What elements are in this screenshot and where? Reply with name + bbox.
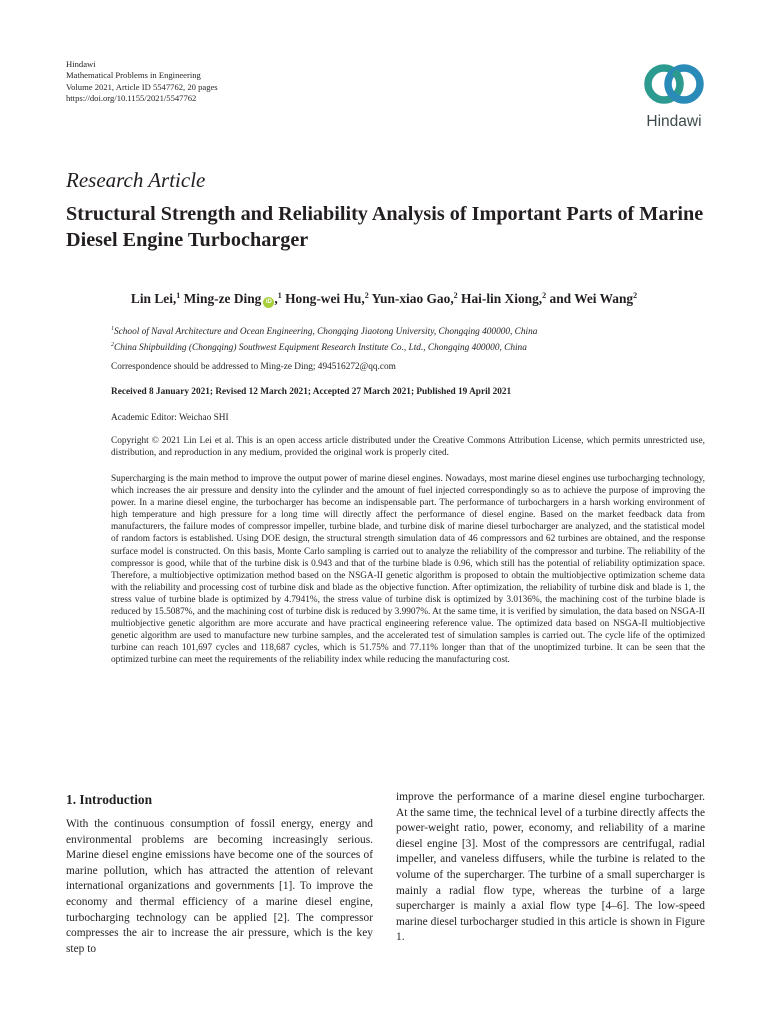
author-name[interactable]: Hai-lin Xiong, bbox=[461, 291, 543, 306]
affiliations bbox=[111, 323, 537, 355]
author-name[interactable]: Ming-ze Ding bbox=[183, 291, 262, 306]
intro-right-column: improve the performance of a marine diesel engine turbocharger. At the same time, the technical level of a turbine directly affects the power-weight ratio, power, economy, and reliability of a marine diesel engine [3]. Most of the compressors are centrifugal, radial impeller, and vaneless diffusers, while the turbine is related to the volume of the supercharger. The turbine of a small supercharger is mainly a radial flow type, whereas the turbine of a large supercharger is mainly a axial flow type [4–6]. The low-speed marine diesel turbocharger studied in this article is shown in Figure 1. bbox=[396, 791, 705, 944]
author-affil-sup: 1 bbox=[277, 291, 282, 300]
article-type: Research Article bbox=[66, 168, 206, 192]
affiliation bbox=[111, 323, 537, 339]
author-affil-sup: 2 bbox=[542, 291, 547, 300]
volume-info: Volume 2021, Article ID 5547762, 20 pages bbox=[66, 81, 218, 92]
orcid-icon[interactable]: iD bbox=[263, 297, 274, 308]
author-name[interactable]: Lin Lei, bbox=[130, 291, 177, 306]
author-list: Lin Lei,$^1$ Ming-ze Ding iD ,$^1$ Hong-wei Hu,$^2$ Yun-xiao Gao,$^2$ Hai-lin Xiong,$^2$ and Wei Wang$^2$ bbox=[130, 291, 638, 306]
academic-editor: Academic Editor: Weichao SHI bbox=[111, 413, 229, 423]
author-name[interactable]: and Wei Wang bbox=[549, 291, 634, 306]
journal-meta bbox=[66, 59, 218, 105]
publisher-name: Hindawi bbox=[66, 59, 96, 69]
author-affil-sup: 2 bbox=[633, 291, 638, 300]
hindawi-logo-icon bbox=[640, 58, 708, 110]
article-title: Structural Strength and Reliability Analysis of Important Parts of Marine Diesel Engine Turbocharger bbox=[66, 203, 704, 251]
affiliation-sup: 1 bbox=[111, 326, 114, 332]
author-name[interactable]: Hong-wei Hu, bbox=[285, 291, 365, 306]
doi-link[interactable]: https://doi.org/10.1155/2021/5547762 bbox=[66, 93, 197, 104]
correspondence: Correspondence should be addressed to Ming-ze Ding; 494516272@qq.com bbox=[111, 362, 396, 372]
author-name[interactable]: Yun-xiao Gao, bbox=[371, 291, 454, 306]
affiliation-text: China Shipbuilding (Chongqing) Southwest Equipment Research Institute Co., Ltd., Chongqing 400000, China bbox=[114, 343, 527, 353]
publication-dates: Received 8 January 2021; Revised 12 March 2021; Accepted 27 March 2021; Published 19 April 2021 bbox=[111, 387, 512, 397]
journal-name: Mathematical Problems in Engineering bbox=[66, 70, 201, 81]
hindawi-logo bbox=[636, 58, 712, 136]
author-affil-sup: 2 bbox=[364, 291, 369, 300]
copyright-notice: Copyright © 2021 Lin Lei et al. This is an open access article distributed under the Creative Commons Attribution License, which permits unrestricted use, distribution, and reproduction in any medium, provided the original work is properly cited. bbox=[111, 436, 705, 459]
affiliation-text: School of Naval Architecture and Ocean Engineering, Chongqing Jiaotong University, Chongqing 400000, China bbox=[114, 327, 538, 337]
affiliation bbox=[111, 339, 537, 355]
logo-text: Hindawi bbox=[646, 113, 702, 130]
author-affil-sup: 2 bbox=[453, 291, 458, 300]
abstract: Supercharging is the main method to improve the output power of marine diesel engines. Nowadays, most marine diesel engines use turbocharging technology, which increases the air pressure and density into the cylinder and the amount of fuel injected correspondingly so as to achieve the purpose of improving the power. In a marine diesel engine, the turbocharger has become an indispensable part. The performance of turbochargers in a harsh working environment of high temperature and high pressure for a long time will directly affect the performance of diesel engine. Based on the market feedback data from manufacturers, the failure modes of compressor impeller, turbine blade, and turbine disk of marine diesel turbocharger are analyzed, and the statistical model of random factors is established. Using DOE design, the structural strength simulation data of 46 compressors and 62 turbines are obtained, and the response surface model is constructed. On this basis, Monte Carlo sampling is carried out to analyze the reliability of the compressor and turbine. The reliability of the compressor is good, while that of the turbine disk is 0.943 and that of the turbine blade is 0.96, which still has the potential of reliability optimization space. Therefore, a multiobjective optimization method based on the NSGA-II genetic algorithm is proposed to obtain the multiobjective optimization scheme data with the reliability and processing cost of turbine disk and blade as the objective function. After optimization, the reliability of turbine disk and blade is 1, the stress value of turbine blade is optimized by 4.7941%, the stress value of turbine disk is optimized by 3.0136%, the machining cost of the turbine blade is reduced by 15.5087%, and the machining cost of turbine disk is reduced by 3.9907%. At the same time, it is verified by simulation, the data based on NSGA-II multiobjective genetic algorithm are more accurate and have practical engineering reference value. The optimized data based on NSGA-II multiobjective genetic algorithm are used to manufacture new turbine samples, and the accelerated test of simulation samples is carried out. The cycle life of the optimized turbine can reach 101,697 cycles and 118,687 cycles, which is 51.75% and 77.11% longer than that of the unoptimized turbine. It can be seen that the optimized turbine can meet the requirements of the reliability index while reducing the manufacturing cost. bbox=[111, 474, 705, 666]
author-affil-sup: 1 bbox=[176, 291, 181, 300]
intro-left-column: With the continuous consumption of fossil energy, energy and environmental problems are becoming increasingly serious. Marine diesel engine emissions have become one of the sources of marine pollution, which has attracted the attention of relevant international organizations and governments [1]. To improve the economy and thermal efficiency of a marine diesel engine, turbocharging technology can be applied [2]. The compressor compresses the air to increase the air pressure, which is the key step to bbox=[66, 818, 373, 955]
section-heading: 1. Introduction bbox=[66, 792, 153, 807]
affiliation-sup: 2 bbox=[111, 342, 114, 348]
